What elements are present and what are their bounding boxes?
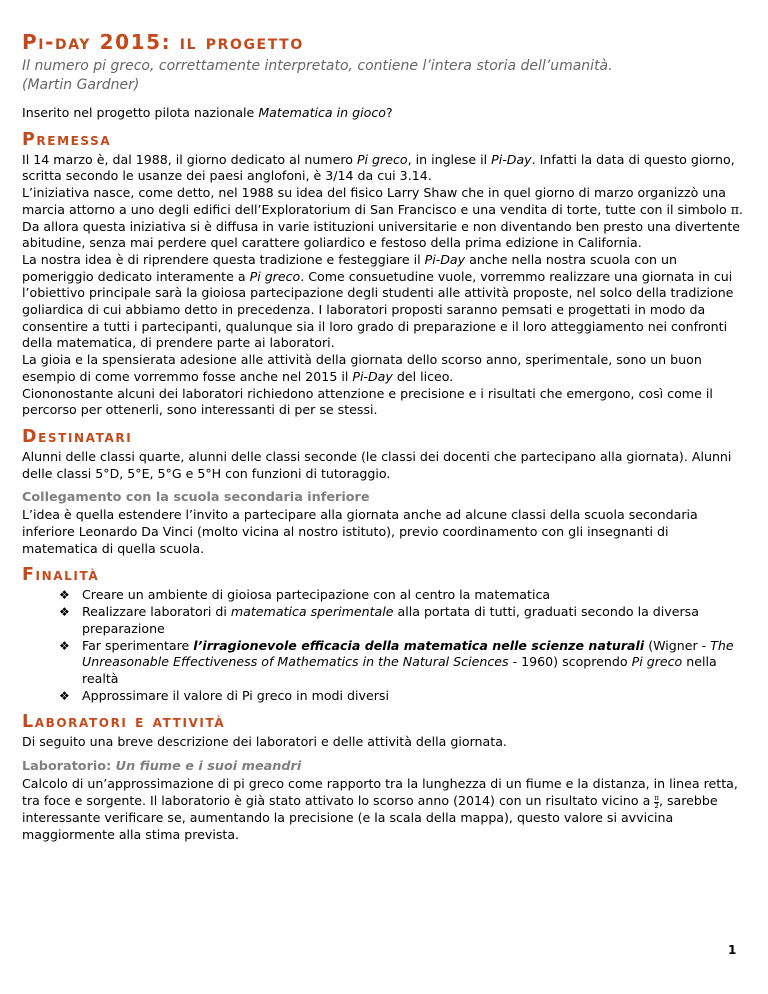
- pi-over-two-fraction: $\frac{\pi}{2}$: [654, 793, 659, 810]
- document-page: [22, 30, 748, 843]
- diamond-bullet-icon: ❖: [59, 688, 70, 703]
- heading-destinatari: Destinatari: [22, 426, 133, 447]
- quote-text: Il numero pi greco, correttamente interpretato, contiene l’intera storia dell’umanità.: [22, 58, 613, 74]
- page-number: 1: [728, 943, 737, 957]
- diamond-bullet-icon: ❖: [59, 588, 70, 603]
- list-item: ❖ Approssimare il valore di Pi greco in modi diversi: [59, 687, 389, 703]
- laboratori-intro: Di seguito una breve descrizione dei laboratori e delle attività della giornata.: [22, 734, 507, 750]
- premessa-paragraph-2: L’iniziativa nasce, come detto, nel 1988 su idea del fisico Larry Shaw che in quel giorno di marzo organizzò una marcia attorno a uno degli edifici dell’Exploratorium di San Francisco e una vendita di torte, tutte con il simbolo π. Da allora questa iniziativa si è diffusa in varie istituzioni universitarie e non diventando ben presto una divertente abitudine, senza mai perdere quel carattere goliardico e festoso della prima edizione in California.: [22, 185, 744, 251]
- list-item: ❖ Realizzare laboratori di matematica sperimentale alla portata di tutti, graduati secondo la diversa preparazione: [59, 604, 699, 636]
- diamond-bullet-icon: ❖: [59, 605, 70, 620]
- destinatari-paragraph: Alunni delle classi quarte, alunni delle classi seconde (le classi dei docenti che partecipano alla giornata). Alunni delle classi 5°D, 5°E, 5°G e 5°H con funzioni di tutoraggio.: [22, 448, 732, 481]
- premessa-paragraph-3: La nostra idea è di riprendere questa tradizione e festeggiare il Pi-Day anche nella nostra scuola con un pomeriggio dedicato interamente a Pi greco. Come consuetudine vuole, vorremmo realizzare una giornata in cui l’obiettivo principale sarà la gioiosa partecipazione degli studenti alle attività proposte, nel solco della tradizione goliardica di cui abbiamo detto in precedenza. I laboratori proposti saranno pemsati e progettati in modo da consentire a tutti i partecipanti, qualunque sia il loro grado di preparazione e il loro atteggiamento nei confronti della matematica, di prendere parte ai laboratori.: [22, 251, 734, 351]
- page-title: Pi-day 2015: il progetto: [22, 30, 304, 54]
- collegamento-paragraph: L’idea è quella estendere l’invito a partecipare alla giornata anche ad alcune classi della scuola secondaria inferiore Leonardo Da Vinci (molto vicina al nostro istituto), previo coordinamento con gli insegnanti di matematica di quella scuola.: [22, 507, 698, 556]
- premessa-paragraph-4: La gioia e la spensierata adesione alle attività della giornata dello scorso anno, sperimentale, sono un buon esempio di come vorremmo fosse anche nel 2015 il Pi-Day del liceo.: [22, 352, 702, 384]
- pi-symbol: π: [730, 201, 739, 217]
- quote-author: (Martin Gardner): [22, 77, 140, 93]
- list-item: ❖ Creare un ambiente di gioiosa partecipazione con al centro la matematica: [59, 587, 551, 603]
- laboratorio-fiume-paragraph: Calcolo di un’approssimazione di pi greco come rapporto tra la lunghezza di un fiume e la distanza, in linea retta, tra foce e sorgente. Il laboratorio è già stato attivato lo scorso anno (2014) con un risultato vicino a $\frac{\pi}{2}$ , sarebbe interessante verificare se, aumentando la precisione (e la scala della mappa), questo valore si avvicina maggiormente alla stima prevista.: [22, 776, 738, 842]
- epigraph-quote: [22, 57, 748, 95]
- heading-laboratori: Laboratori e attività: [22, 712, 226, 733]
- finalita-list: [22, 587, 748, 704]
- list-item: ❖ Far sperimentare l’irragionevole efficacia della matematica nelle scienze naturali (Wigner - The Unreasonable Effectiveness of Mathematics in the Natural Sciences - 1960) scoprendo Pi greco nella realtà: [59, 637, 734, 686]
- heading-premessa: Premessa: [22, 129, 112, 150]
- intro-project-name: Matematica in gioco: [258, 105, 386, 120]
- premessa-paragraph-5: Ciononostante alcuni dei laboratori richiedono attenzione e precisione e i risultati che emergono, così come il percorso per ottenerli, sono interessanti di per se stessi.: [22, 385, 713, 418]
- heading-finalita: Finalità: [22, 565, 100, 586]
- premessa-paragraph-1: Il 14 marzo è, dal 1988, il giorno dedicato al numero Pi greco, in inglese il Pi-Day. Infatti la data di questo giorno, scritta secondo le usanze dei paesi anglofoni, è 3/14 da cui 3.14.: [22, 151, 735, 184]
- intro-text: Inserito nel progetto pilota nazionale: [22, 105, 259, 120]
- intro-paragraph: [22, 105, 748, 122]
- subheading-laboratorio-fiume: Laboratorio: Un fiume e i suoi meandri: [22, 759, 302, 775]
- diamond-bullet-icon: ❖: [59, 638, 70, 653]
- intro-tail: ?: [385, 105, 393, 120]
- subheading-collegamento: Collegamento con la scuola secondaria inferiore: [22, 490, 370, 506]
